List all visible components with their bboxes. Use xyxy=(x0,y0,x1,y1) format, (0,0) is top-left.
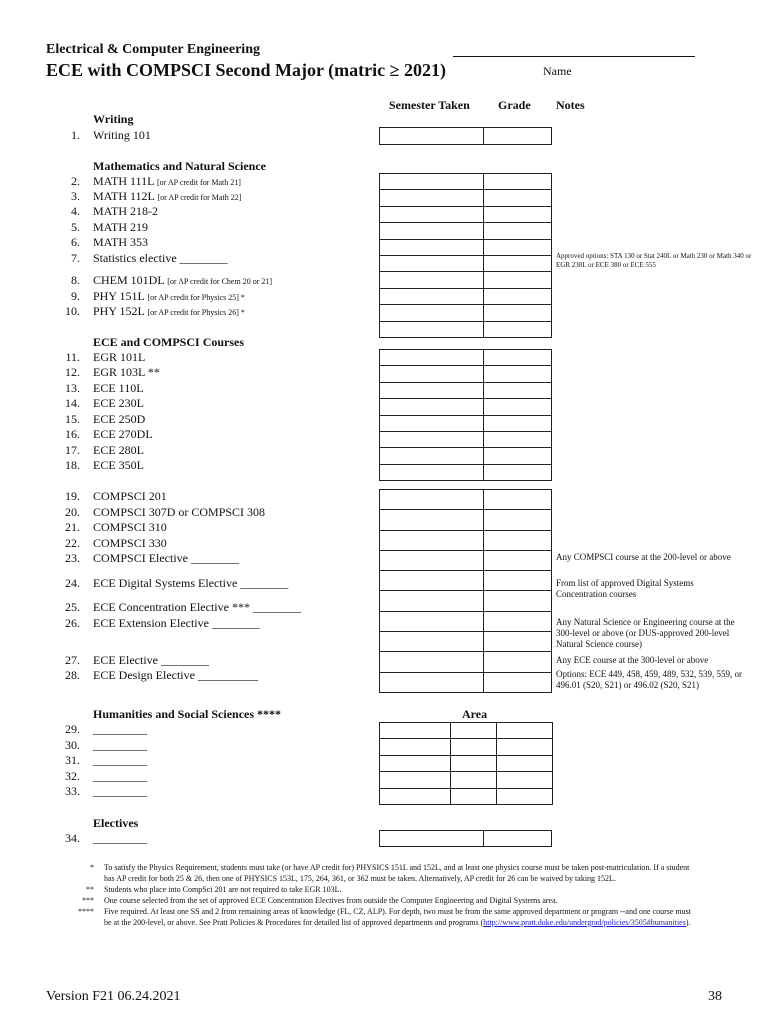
section-math-science: Mathematics and Natural Science xyxy=(93,159,266,173)
semester-cell[interactable] xyxy=(380,366,484,382)
grade-cell[interactable] xyxy=(451,788,497,804)
course-number: 9. xyxy=(71,289,80,303)
course-number: 33. xyxy=(65,784,80,798)
footnote xyxy=(60,884,700,895)
course-name xyxy=(93,128,151,143)
course-number: 31. xyxy=(65,753,80,767)
grade-cell[interactable] xyxy=(484,305,552,321)
course-name-text: ECE 350L xyxy=(93,458,144,472)
course-number: 7. xyxy=(71,251,80,265)
course-number: 24. xyxy=(65,576,80,590)
semester-cell[interactable] xyxy=(380,550,484,570)
page-title: ECE with COMPSCI Second Major (matric ≥ 2021) xyxy=(46,60,447,80)
semester-cell[interactable] xyxy=(380,350,484,366)
grade-cell[interactable] xyxy=(484,550,552,570)
table-row xyxy=(380,632,552,652)
footnote-text: To satisfy the Physics Requirement, students must take (or have AP credit for) PHYSICS 151L and 152L, and at least one physics course must be taken post-matriculation. If a student has AP credit for both 25 & 26, then one of PHYSICS 153L, 175, 264, 361, or 362 must be taken. Alternatively, AP credit for 26 can be waived by taking 152L. xyxy=(104,863,690,883)
area-cell[interactable] xyxy=(497,788,553,804)
footnotes xyxy=(60,862,700,928)
course-number: 32. xyxy=(65,769,80,783)
course-name xyxy=(93,381,144,396)
course-name-text: Writing 101 xyxy=(93,128,151,142)
course-ap-note: [or AP credit for Physics 26] * xyxy=(147,308,245,317)
grade-cell[interactable] xyxy=(484,490,552,510)
table-row xyxy=(380,321,552,337)
course-name xyxy=(93,174,241,189)
table-row xyxy=(380,788,553,804)
course-name-text: MATH 111L xyxy=(93,174,154,188)
course-number: 1. xyxy=(71,128,80,142)
footnote-text-body: Five required. At least one SS and 2 from remaining areas of knowledge (FL, CZ, ALP). For depth, two must be from the same approved department or program --and one course must be at the 200-level, or above. See Pratt Policies & Procedures for detailed list of approved departments and programs ( xyxy=(104,907,691,927)
grade-cell[interactable] xyxy=(484,206,552,222)
course-name xyxy=(93,769,147,784)
table-row xyxy=(380,723,553,739)
grade-cell[interactable] xyxy=(484,272,552,288)
electives-table[interactable] xyxy=(379,830,552,847)
grade-cell[interactable] xyxy=(484,350,552,366)
note-digital-systems: From list of approved Digital Systems Concentration courses xyxy=(556,578,694,599)
semester-cell[interactable] xyxy=(380,190,484,206)
compsci-table[interactable] xyxy=(379,489,552,693)
course-name xyxy=(93,653,209,668)
course-name-text: ECE Digital Systems Elective ________ xyxy=(93,576,289,590)
course-name xyxy=(93,520,167,535)
course-name-text: EGR 103L ** xyxy=(93,365,160,379)
table-row xyxy=(380,223,552,239)
course-number: 16. xyxy=(65,427,80,441)
area-cell[interactable] xyxy=(497,772,553,788)
semester-cell[interactable] xyxy=(380,223,484,239)
grade-cell[interactable] xyxy=(484,128,552,145)
course-name xyxy=(93,505,265,520)
course-name-text: MATH 353 xyxy=(93,235,149,249)
course-number: 18. xyxy=(65,458,80,472)
footnote xyxy=(60,906,700,928)
course-name-text: PHY 152L xyxy=(93,304,145,318)
course-name xyxy=(93,396,144,411)
writing-table[interactable] xyxy=(379,127,552,145)
semester-cell[interactable] xyxy=(380,632,484,652)
grade-cell[interactable] xyxy=(484,571,552,591)
table-row xyxy=(380,571,552,591)
course-name-text: MATH 219 xyxy=(93,220,149,234)
course-number: 3. xyxy=(71,189,80,203)
footnote-mark: **** xyxy=(78,907,94,916)
grade-cell[interactable] xyxy=(484,239,552,255)
section-writing: Writing xyxy=(93,112,134,126)
course-number: 30. xyxy=(65,738,80,752)
course-number: 23. xyxy=(65,551,80,565)
footnote-mark: * xyxy=(90,863,94,872)
course-name-text: COMPSCI 201 xyxy=(93,489,167,503)
table-row xyxy=(380,772,553,788)
course-name xyxy=(93,350,145,365)
course-name-text: ECE 110L xyxy=(93,381,144,395)
course-number: 15. xyxy=(65,412,80,426)
note-compsci-elective: Any COMPSCI course at the 200-level or above xyxy=(556,552,731,562)
grade-cell[interactable] xyxy=(484,174,552,190)
semester-cell[interactable] xyxy=(380,652,484,672)
area-cell[interactable] xyxy=(497,723,553,739)
course-name xyxy=(93,204,158,219)
semester-cell[interactable] xyxy=(380,788,451,804)
footnote xyxy=(60,862,700,884)
footnote-text-tail: ). xyxy=(685,918,691,927)
course-name xyxy=(93,235,148,250)
semester-taken-header: Semester Taken xyxy=(389,98,470,112)
table-row xyxy=(380,490,552,510)
course-number: 34. xyxy=(65,831,80,845)
course-name xyxy=(93,304,245,319)
course-name xyxy=(93,427,153,442)
course-name xyxy=(93,536,167,551)
table-row xyxy=(380,591,552,611)
note-design: Options: ECE 449, 458, 459, 489, 532, 539, 559, or 496.01 (S20, S21) or 496.02 (S20, S21) xyxy=(556,669,742,690)
course-name xyxy=(93,220,148,235)
grade-cell[interactable] xyxy=(484,632,552,652)
grade-cell[interactable] xyxy=(484,415,552,431)
table-row xyxy=(380,128,552,145)
course-number: 28. xyxy=(65,668,80,682)
grade-cell[interactable] xyxy=(484,672,552,692)
grade-cell[interactable] xyxy=(484,399,552,415)
table-row xyxy=(380,652,552,672)
course-number: 11. xyxy=(65,350,80,364)
course-number: 19. xyxy=(65,489,80,503)
course-name-text: MATH 112L xyxy=(93,189,155,203)
course-name-text: ECE 250D xyxy=(93,412,146,426)
course-number: 20. xyxy=(65,505,80,519)
semester-cell[interactable] xyxy=(380,611,484,631)
grade-cell[interactable] xyxy=(484,831,552,847)
course-name-text: ECE Elective ________ xyxy=(93,653,209,667)
humanities-table[interactable] xyxy=(379,722,553,805)
course-name-text: _________ xyxy=(93,784,147,798)
table-row xyxy=(380,415,552,431)
table-row xyxy=(380,305,552,321)
course-name xyxy=(93,616,260,631)
course-number: 5. xyxy=(71,220,80,234)
table-row xyxy=(380,272,552,288)
grade-cell[interactable] xyxy=(484,255,552,271)
course-number: 27. xyxy=(65,653,80,667)
grade-cell[interactable] xyxy=(451,755,497,771)
semester-cell[interactable] xyxy=(380,591,484,611)
semester-cell[interactable] xyxy=(380,288,484,304)
semester-cell[interactable] xyxy=(380,305,484,321)
course-name-text: ECE 230L xyxy=(93,396,144,410)
grade-cell[interactable] xyxy=(484,510,552,530)
semester-cell[interactable] xyxy=(380,431,484,447)
course-name-text: ECE Design Elective __________ xyxy=(93,668,258,682)
table-row xyxy=(380,431,552,447)
course-name-text: ECE 270DL xyxy=(93,427,153,441)
semester-cell[interactable] xyxy=(380,272,484,288)
semester-cell[interactable] xyxy=(380,206,484,222)
note-extension: Any Natural Science or Engineering course at the 300-level or above (or DUS-approved 200-level Natural Science course) xyxy=(556,617,735,649)
grade-cell[interactable] xyxy=(484,321,552,337)
course-name xyxy=(93,600,301,615)
course-number: 6. xyxy=(71,235,80,249)
table-row xyxy=(380,174,552,190)
table-row xyxy=(380,239,552,255)
course-name-text: COMPSCI 310 xyxy=(93,520,167,534)
semester-cell[interactable] xyxy=(380,831,484,847)
course-name xyxy=(93,189,241,204)
course-name xyxy=(93,722,147,737)
course-name-text: ECE Extension Elective ________ xyxy=(93,616,260,630)
note-ece-elective: Any ECE course at the 300-level or above xyxy=(556,655,709,665)
table-row xyxy=(380,672,552,692)
section-electives: Electives xyxy=(93,816,139,830)
course-number: 13. xyxy=(65,381,80,395)
footnote-text: Students who place into CompSci 201 are not required to take EGR 103L. xyxy=(104,885,342,894)
semester-cell[interactable] xyxy=(380,464,484,480)
grade-cell[interactable] xyxy=(484,382,552,398)
grade-cell[interactable] xyxy=(484,652,552,672)
course-number: 25. xyxy=(65,600,80,614)
semester-cell[interactable] xyxy=(380,772,451,788)
course-name-text: _________ xyxy=(93,831,147,845)
version-label: Version F21 06.24.2021 xyxy=(46,989,181,1004)
semester-cell[interactable] xyxy=(380,399,484,415)
section-ece-compsci: ECE and COMPSCI Courses xyxy=(93,335,245,349)
course-name xyxy=(93,576,288,591)
course-number: 2. xyxy=(71,174,80,188)
course-name xyxy=(93,753,147,768)
grade-cell[interactable] xyxy=(484,366,552,382)
table-row xyxy=(380,530,552,550)
course-number: 8. xyxy=(71,273,80,287)
grade-cell[interactable] xyxy=(484,288,552,304)
course-number: 26. xyxy=(65,616,80,630)
course-name xyxy=(93,551,239,566)
course-name-text: COMPSCI Elective ________ xyxy=(93,551,239,565)
semester-cell[interactable] xyxy=(380,174,484,190)
course-name xyxy=(93,831,147,846)
semester-cell[interactable] xyxy=(380,415,484,431)
name-label: Name xyxy=(543,64,572,78)
semester-cell[interactable] xyxy=(380,739,451,755)
footnote-mark: ** xyxy=(86,885,94,894)
grade-cell[interactable] xyxy=(484,611,552,631)
course-name-text: EGR 101L xyxy=(93,350,146,364)
semester-cell[interactable] xyxy=(380,321,484,337)
course-name xyxy=(93,365,160,380)
table-row xyxy=(380,350,552,366)
footnote-text xyxy=(104,906,700,928)
course-ap-note: [or AP credit for Math 22] xyxy=(157,193,242,202)
table-row xyxy=(380,399,552,415)
course-name-text: CHEM 101DL xyxy=(93,273,165,287)
table-row xyxy=(380,382,552,398)
course-number: 14. xyxy=(65,396,80,410)
note-stats: Approved options: STA 130 or Stat 240L or Math 230 or Math 340 or EGR 238L or ECE 380 or ECE 555 xyxy=(556,252,752,269)
course-number: 22. xyxy=(65,536,80,550)
course-name-text: _________ xyxy=(93,738,147,752)
section-humanities: Humanities and Social Sciences **** xyxy=(93,707,282,721)
course-name-text: PHY 151L xyxy=(93,289,145,303)
table-row xyxy=(380,755,553,771)
course-name-text: Statistics elective ________ xyxy=(93,251,228,265)
area-cell[interactable] xyxy=(497,739,553,755)
course-name xyxy=(93,443,144,458)
course-name xyxy=(93,251,228,266)
course-number: 29. xyxy=(65,722,80,736)
course-name xyxy=(93,273,272,288)
semester-cell[interactable] xyxy=(380,490,484,510)
course-ap-note: [or AP credit for Math 21] xyxy=(157,178,241,187)
table-row xyxy=(380,190,552,206)
math-table[interactable] xyxy=(379,173,552,338)
grade-header: Grade xyxy=(498,98,531,112)
grade-cell[interactable] xyxy=(451,772,497,788)
course-number: 4. xyxy=(71,204,80,218)
course-name xyxy=(93,738,147,753)
semester-cell[interactable] xyxy=(380,723,451,739)
semester-cell[interactable] xyxy=(380,530,484,550)
semester-cell[interactable] xyxy=(380,672,484,692)
grade-cell[interactable] xyxy=(484,431,552,447)
footnote-text: One course selected from the set of approved ECE Concentration Electives from outside the Computer Engineering and Digital Systems area. xyxy=(104,896,558,905)
course-name-text: _________ xyxy=(93,722,147,736)
course-number: 10. xyxy=(65,304,80,318)
table-row xyxy=(380,288,552,304)
course-name-text: ECE Concentration Elective *** ________ xyxy=(93,600,301,614)
footnote-mark: *** xyxy=(82,896,94,905)
grade-cell[interactable] xyxy=(484,448,552,464)
table-row xyxy=(380,831,552,847)
table-row xyxy=(380,611,552,631)
table-row xyxy=(380,255,552,271)
course-name xyxy=(93,784,147,799)
course-name-text: COMPSCI 307D or COMPSCI 308 xyxy=(93,505,266,519)
semester-cell[interactable] xyxy=(380,448,484,464)
course-name xyxy=(93,458,144,473)
table-row xyxy=(380,550,552,570)
semester-cell[interactable] xyxy=(380,510,484,530)
grade-cell[interactable] xyxy=(484,464,552,480)
course-name-text: _________ xyxy=(93,753,147,767)
grade-cell[interactable] xyxy=(484,223,552,239)
course-name-text: _________ xyxy=(93,769,147,783)
grade-cell[interactable] xyxy=(484,591,552,611)
semester-cell[interactable] xyxy=(380,239,484,255)
course-number: 17. xyxy=(65,443,80,457)
semester-cell[interactable] xyxy=(380,755,451,771)
grade-cell[interactable] xyxy=(451,739,497,755)
area-cell[interactable] xyxy=(497,755,553,771)
semester-cell[interactable] xyxy=(380,128,484,145)
course-number: 21. xyxy=(65,520,80,534)
semester-cell[interactable] xyxy=(380,382,484,398)
table-row xyxy=(380,448,552,464)
table-row xyxy=(380,206,552,222)
humanities-policy-link[interactable]: http://www.pratt.duke.edu/undergrad/policies/3505#humanities xyxy=(483,918,686,927)
grade-cell[interactable] xyxy=(484,530,552,550)
semester-cell[interactable] xyxy=(380,571,484,591)
notes-header: Notes xyxy=(556,98,585,112)
course-name xyxy=(93,668,258,683)
table-row xyxy=(380,366,552,382)
department-title: Electrical & Computer Engineering xyxy=(46,42,260,57)
course-name xyxy=(93,489,167,504)
name-field-line[interactable] xyxy=(453,56,695,57)
course-name xyxy=(93,412,145,427)
course-name-text: COMPSCI 330 xyxy=(93,536,167,550)
grade-cell[interactable] xyxy=(484,190,552,206)
table-row xyxy=(380,510,552,530)
table-row xyxy=(380,739,553,755)
area-header: Area xyxy=(462,707,488,721)
course-ap-note: [or AP credit for Chem 20 or 21] xyxy=(167,277,273,286)
course-name xyxy=(93,289,245,304)
page-number: 38 xyxy=(708,989,722,1004)
course-ap-note: [or AP credit for Physics 25] * xyxy=(147,293,245,302)
course-number: 12. xyxy=(65,365,80,379)
grade-cell[interactable] xyxy=(451,723,497,739)
semester-cell[interactable] xyxy=(380,255,484,271)
course-name-text: MATH 218-2 xyxy=(93,204,158,218)
course-name-text: ECE 280L xyxy=(93,443,144,457)
ece-table[interactable] xyxy=(379,349,552,481)
table-row xyxy=(380,464,552,480)
footnote xyxy=(60,895,700,906)
